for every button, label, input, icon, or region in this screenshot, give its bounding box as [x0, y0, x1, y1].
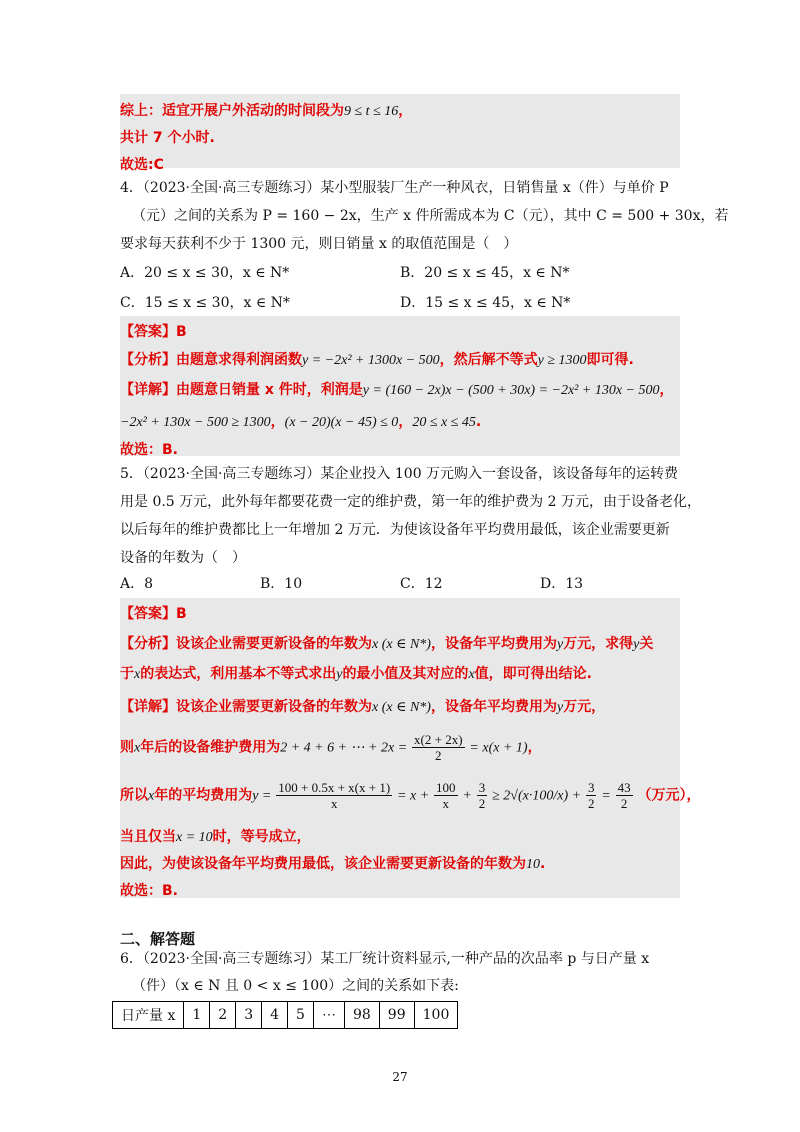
math: y: [633, 637, 640, 652]
q5-option-c: C．12: [400, 576, 443, 592]
q5-option-b: B．10: [260, 576, 303, 592]
table-cell: 3: [236, 1002, 262, 1029]
q6-line-1: 6．（2023·全国·高三专题练习）某工厂统计资料显示,一种产品的次品率 p 与日产量 x: [120, 951, 650, 967]
q4-answer: 【答案】B: [120, 324, 187, 340]
text: 于: [120, 666, 134, 682]
math: −2x² + 130x − 500 ≥ 1300: [120, 415, 271, 430]
text: .: [540, 856, 546, 872]
text: 时，等号成立，: [212, 829, 311, 845]
q5-detail-1: [120, 696, 605, 716]
math: y =: [252, 788, 272, 804]
q5-line-3: 以后每年的维护费都比上一年增加 2 万元．为使该设备年平均费用最低，该企业需要更新: [120, 522, 670, 538]
q5-answer: 【答案】B: [120, 606, 187, 622]
numerator: 43: [617, 780, 631, 795]
math: y ≥ 1300: [537, 353, 587, 368]
q4-analysis: [120, 349, 634, 369]
text: 年后的设备维护费用为: [140, 739, 281, 756]
table-cell: 日产量 x: [113, 1002, 184, 1029]
denominator: x: [442, 796, 450, 811]
text: ，: [659, 382, 674, 398]
math: +: [462, 788, 472, 804]
math: (x − 20)(x − 45) ≤ 0: [284, 415, 399, 430]
text: 【分析】由题意求得利润函数: [120, 352, 302, 368]
math: x = 10: [176, 830, 213, 845]
text: （万元），: [637, 787, 701, 804]
math: y = −2x² + 1300x − 500: [302, 353, 440, 368]
q5-detail-2: [120, 732, 542, 763]
q4-line-2: （元）之间的关系为 P = 160 − 2x，生产 x 件所需成本为 C（元），其中 C = 500 + 30x，若: [132, 208, 729, 224]
fraction: [477, 780, 488, 811]
q5-option-d: D．13: [540, 576, 584, 592]
text: 当且仅当: [120, 829, 176, 845]
text: 所以: [120, 787, 148, 804]
text: ，设备年平均费用为: [430, 699, 557, 715]
section-title: 二、解答题: [120, 930, 196, 948]
q4-option-c: C．15 ≤ x ≤ 30，x ∈ N*: [120, 295, 290, 311]
denominator: 2: [587, 796, 595, 811]
fraction: [434, 780, 458, 811]
denominator: x: [330, 796, 338, 811]
text: 因此，为使该设备年平均费用最低，该企业需要更新设备的年数为: [120, 856, 526, 872]
q5-detail-5: [120, 853, 545, 873]
numerator: 100: [436, 780, 456, 795]
text: 则: [120, 739, 134, 756]
text: .: [475, 414, 482, 430]
fraction: [616, 780, 633, 811]
math: 2 + 4 + 6 + ⋯ + 2x =: [280, 740, 408, 756]
text: 关: [639, 636, 654, 652]
math: y: [336, 667, 343, 682]
fraction: [276, 780, 392, 811]
math: = x(x + 1): [469, 740, 528, 756]
fraction: [586, 780, 597, 811]
text: 【分析】设该企业需要更新设备的年数为: [120, 636, 372, 652]
q4-option-a: A．20 ≤ x ≤ 30，x ∈ N*: [120, 265, 290, 281]
production-table: [112, 1001, 458, 1029]
table-cell: 5: [288, 1002, 314, 1029]
text: ，然后解不等式: [439, 352, 538, 368]
math: x: [148, 788, 155, 804]
text: 年的平均费用为: [154, 787, 253, 804]
q5-analysis-2: [120, 663, 592, 683]
q4-option-d: D．15 ≤ x ≤ 45，x ∈ N*: [400, 295, 571, 311]
math: =: [601, 788, 611, 804]
text: ，: [527, 739, 542, 756]
text: 即可得.: [586, 352, 634, 368]
q4-detail: [120, 379, 674, 399]
text: ，: [398, 103, 413, 119]
q4-option-b: B．20 ≤ x ≤ 45，x ∈ N*: [400, 265, 570, 281]
table-cell: ⋯: [313, 1002, 344, 1029]
conclusion-line-1: [120, 100, 412, 120]
denominator: 2: [478, 796, 486, 811]
text: ，设备年平均费用为: [430, 636, 557, 652]
math: 9 ≤ t ≤ 16: [344, 104, 399, 119]
numerator: 3: [478, 780, 486, 795]
text: 万元，: [563, 699, 606, 715]
text: 【详解】由题意日销量 x 件时，利润是: [120, 382, 363, 398]
conclusion-line-3: 故选:C: [120, 157, 164, 173]
math: x (x ∈ N*): [372, 700, 431, 715]
q5-conclusion: 故选：B.: [120, 883, 178, 899]
q5-line-2: 用是 0.5 万元，此外每年都要花费一定的维护费，第一年的维护费为 2 万元，由于设备老化，: [120, 494, 701, 510]
math: x (x ∈ N*): [372, 637, 431, 652]
page-number: 27: [392, 1070, 408, 1084]
numerator: 3: [587, 780, 595, 795]
q6-line-2: （件）（x ∈ N 且 0 < x ≤ 100）之间的关系如下表:: [132, 978, 459, 994]
text: ，: [270, 414, 285, 430]
q5-detail-4: [120, 826, 311, 846]
math: x: [134, 740, 141, 756]
math: x: [468, 667, 475, 682]
math: 20 ≤ x ≤ 45: [412, 415, 476, 430]
table-cell: 2: [210, 1002, 236, 1029]
table-cell: 100: [414, 1002, 458, 1029]
math: y: [556, 700, 564, 715]
table-cell: 99: [379, 1002, 414, 1029]
q5-detail-3: [120, 780, 701, 811]
q5-option-a: A．8: [120, 576, 154, 592]
text: ，: [398, 414, 413, 430]
table-row: [113, 1002, 458, 1029]
math: = x +: [397, 788, 430, 804]
numerator: 100 + 0.5x + x(x + 1): [278, 780, 391, 795]
math: y = (160 − 2x)x − (500 + 30x) = −2x² + 130x − 500: [362, 383, 660, 398]
denominator: 2: [435, 748, 442, 763]
text: 的表达式，利用基本不等式求出: [140, 666, 337, 682]
q4-line-1: 4．（2023·全国·高三专题练习）某小型服装厂生产一种风衣，日销售量 x（件）与单价 P: [120, 180, 669, 196]
q5-line-4: 设备的年数为（ ）: [120, 550, 246, 566]
fraction: [412, 732, 465, 763]
text: 的最小值及其对应的: [342, 666, 469, 682]
conclusion-line-2: 共计 7 个小时.: [120, 130, 215, 146]
table-cell: 1: [184, 1002, 210, 1029]
math: ≥ 2√(x·100/x) +: [492, 788, 582, 804]
text: 万元，求得: [563, 636, 634, 652]
numerator: x(2 + 2x): [414, 732, 463, 747]
math: 10: [526, 857, 540, 872]
q4-conclusion: 故选：B.: [120, 442, 178, 458]
q4-line-3: 要求每天获利不少于 1300 元，则日销量 x 的取值范围是（ ）: [120, 236, 518, 252]
table-cell: 4: [262, 1002, 288, 1029]
text: 【详解】设该企业需要更新设备的年数为: [120, 699, 372, 715]
q5-analysis-1: [120, 633, 653, 653]
q5-line-1: 5．（2023·全国·高三专题练习）某企业投入 100 万元购入一套设备，该设备每年的运转费: [120, 466, 679, 482]
table-cell: 98: [344, 1002, 379, 1029]
math: y: [556, 637, 564, 652]
text: 综上：适宜开展户外活动的时间段为: [120, 103, 344, 119]
q4-detail-ineq: [120, 411, 481, 431]
denominator: 2: [620, 796, 628, 811]
math: x: [134, 667, 141, 682]
text: 值，即可得出结论.: [474, 666, 592, 682]
